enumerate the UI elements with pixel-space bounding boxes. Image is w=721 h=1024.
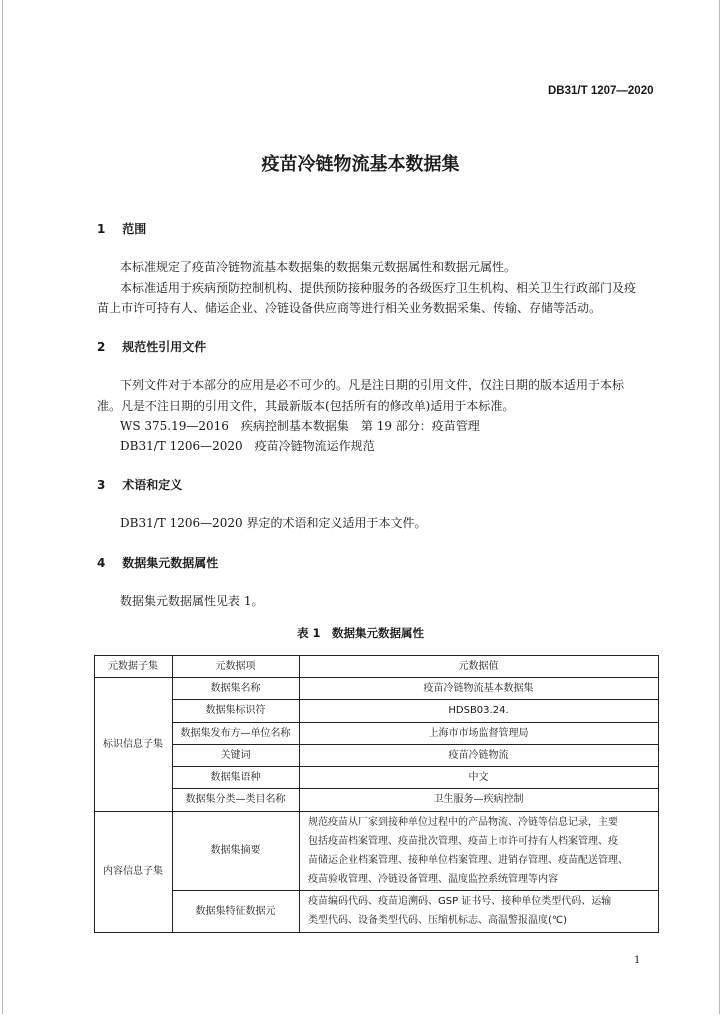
table-value-line: 疫苗编码代码、疫苗追溯码、GSP 证书号、接种单位类型代码、运输 [308,896,612,907]
section-number: 1 [97,222,106,236]
table-value-line: 规范疫苗从厂家到接种单位过程中的产品物流、冷链等信息记录，主要 [308,817,618,828]
normative-reference-1: WS 375.19—2016 疾病控制基本数据集 第 19 部分：疫苗管理 [120,419,480,433]
page-number: 1 [634,955,641,966]
table-group-identification: 标识信息子集 [103,738,163,750]
table-value-cell: HDSB03.24. [448,705,509,716]
section-3-heading [97,476,182,493]
table-group-content: 内容信息子集 [103,866,163,877]
section-number: 2 [97,340,106,354]
document-number: DB31/T 1207—2020 [548,85,654,97]
section-title: 规范性引用文件 [122,340,207,354]
table-item-cell: 数据集特征数据元 [195,905,276,917]
table-bottom-border [94,932,659,933]
table-header-cell: 元数据子集 [108,660,158,672]
section-4-heading [97,554,218,571]
table-item-cell: 关键词 [220,749,251,761]
table-value-cell: 疫苗冷链物流基本数据集 [423,682,534,694]
table-item-cell: 数据集分类—类目名称 [185,794,286,805]
table-item-cell: 数据集名称 [210,682,261,694]
section-3-paragraph: DB31/T 1206—2020 界定的术语和定义适用于本文件。 [120,516,427,530]
section-title: 数据集元数据属性 [122,556,219,570]
section-title: 术语和定义 [122,478,183,492]
table-right-border [658,655,659,932]
table-value-cell: 卫生服务—疾病控制 [433,794,524,805]
section-title: 范围 [122,222,147,236]
table-value-line: 类型代码、设备类型代码、压缩机标志、高温警报温度(℃) [308,915,568,926]
table-value-line: 包括疫苗档案管理、疫苗批次管理、疫苗上市许可持有人档案管理、疫 [308,836,618,847]
table-header-cell: 元数据项 [215,660,256,672]
section-1-paragraph-2-line-2: 苗上市许可持有人、储运企业、冷链设备供应商等进行相关业务数据采集、传输、存储等活动。 [97,301,602,315]
section-1-paragraph-2-line-1: 本标准适用于疾病预防控制机构、提供预防接种服务的各级医疗卫生机构、相关卫生行政部门及疫 [120,281,637,295]
table-item-cell: 数据集标识符 [205,705,266,716]
section-2-heading [97,338,206,355]
section-number: 4 [97,556,106,570]
table-item-cell: 数据集摘要 [210,845,261,856]
table-value-cell: 中文 [468,771,489,783]
table-value-cell: 上海市市场监督管理局 [428,727,529,739]
section-4-paragraph: 数据集元数据属性见表 1。 [120,594,264,608]
section-1-paragraph-1: 本标准规定了疫苗冷链物流基本数据集的数据集元数据属性和数据元属性。 [120,260,517,274]
page-title: 疫苗冷链物流基本数据集 [261,154,460,175]
normative-reference-2: DB31/T 1206—2020 疫苗冷链物流运作规范 [120,439,375,453]
table-item-cell: 数据集语种 [210,771,261,783]
section-number: 3 [97,478,106,492]
table-caption: 表 1 数据集元数据属性 [296,626,424,640]
section-2-paragraph-line-2: 准。凡是不注日期的引用文件，其最新版本(包括所有的修改单)适用于本标准。 [97,399,515,413]
table-value-line: 疫苗验收管理、冷链设备管理、温度监控系统管理等内容 [308,874,558,885]
table-value-cell: 疫苗冷链物流 [448,749,509,761]
metadata-table [94,655,659,932]
section-2-paragraph-line-1: 下列文件对于本部分的应用是必不可少的。凡是注日期的引用文件，仅注日期的版本适用于本标 [120,378,625,392]
table-header-cell: 元数据值 [458,660,499,672]
table-value-line: 苗储运企业档案管理、接种单位档案管理、进销存管理、疫苗配送管理、 [308,855,628,866]
table-item-cell: 数据集发布方—单位名称 [180,727,291,739]
section-1-heading [97,220,146,237]
